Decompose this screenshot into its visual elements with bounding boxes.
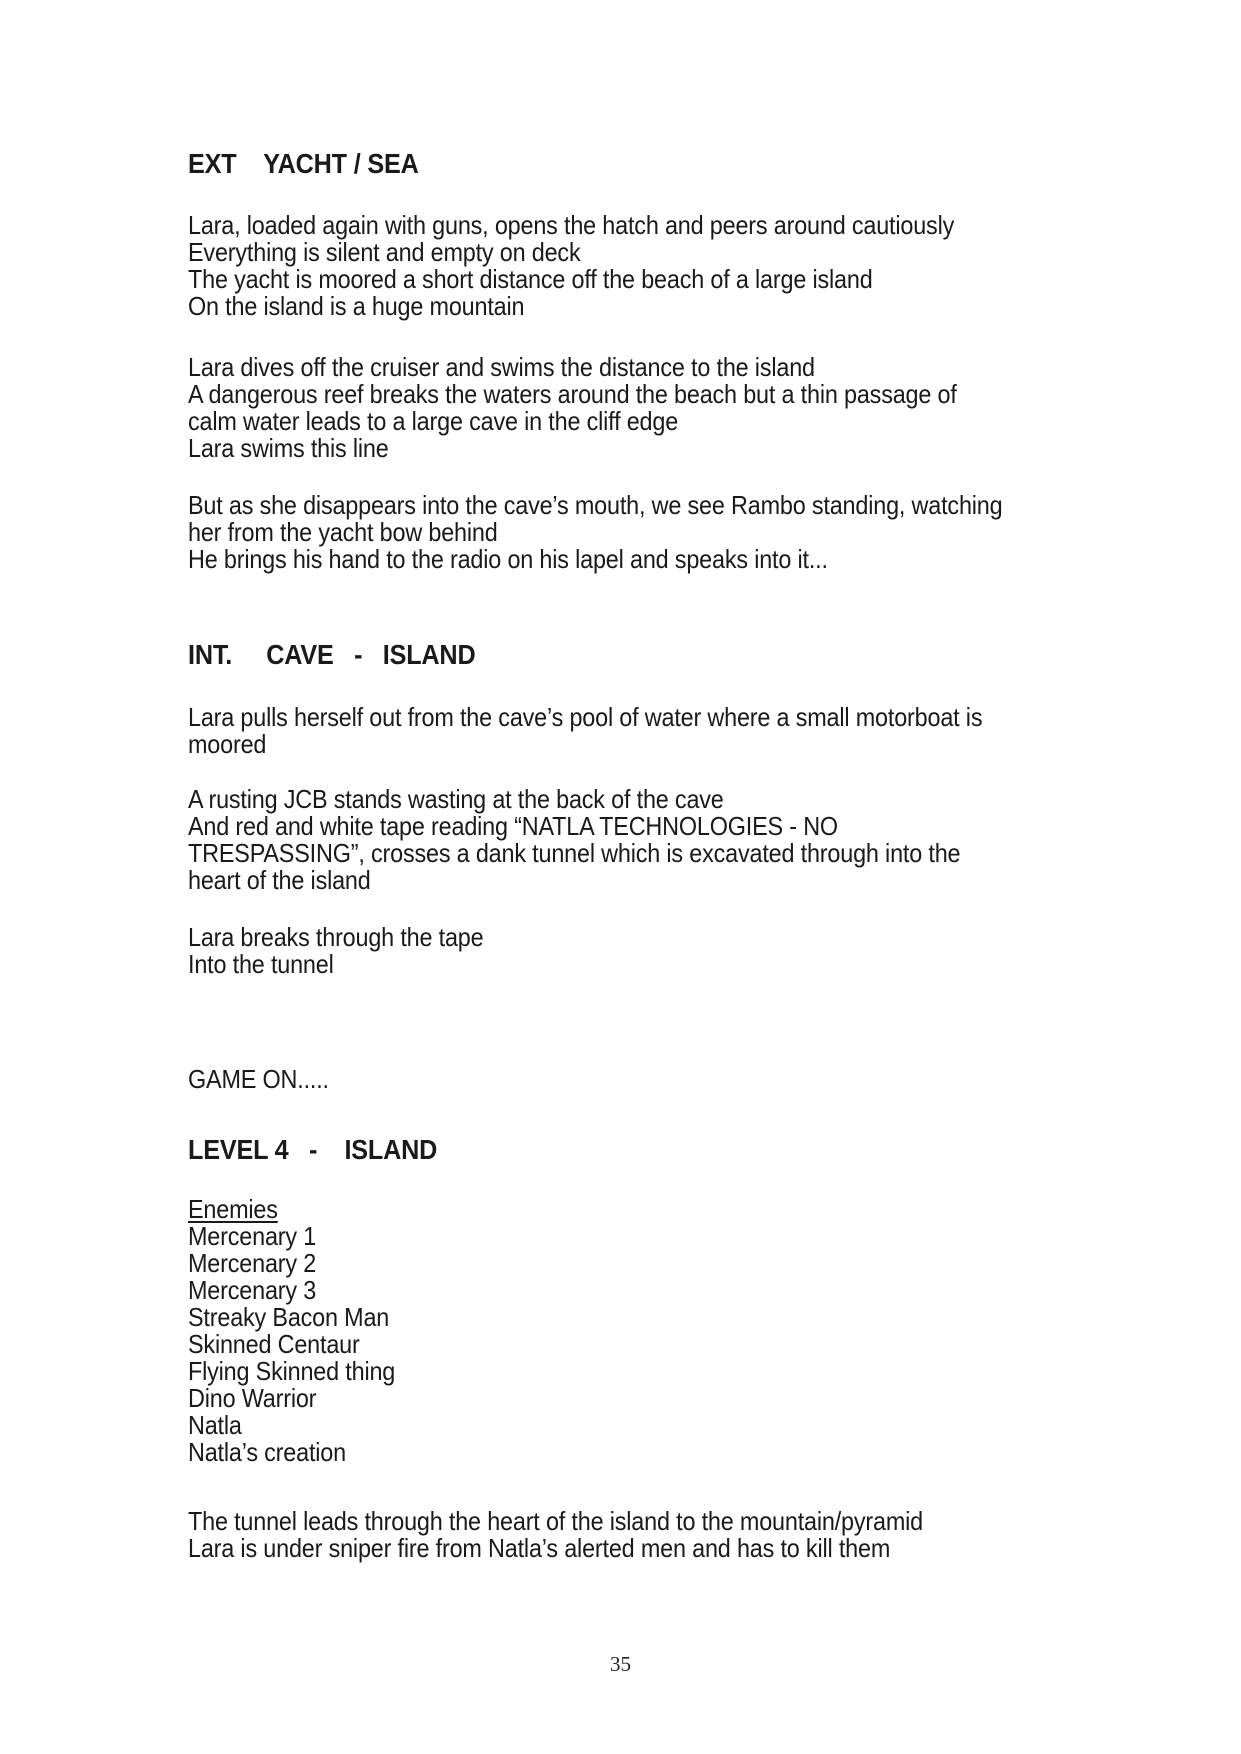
enemy-item: Mercenary 3 xyxy=(188,1275,317,1305)
text-line: But as she disappears into the cave’s mouth, we see Rambo standing, watching xyxy=(188,490,1003,520)
script-content xyxy=(188,150,1178,1562)
text-line: TRESPASSING”, crosses a dank tunnel which is excavated through into the xyxy=(188,838,961,868)
page-number: 35 xyxy=(610,1652,631,1676)
text-line: Everything is silent and empty on deck xyxy=(188,237,581,267)
action-paragraph xyxy=(188,354,1178,462)
text-line: He brings his hand to the radio on his lapel and speaks into it... xyxy=(188,544,828,574)
text-line: Lara pulls herself out from the cave’s pool of water where a small motorboat is xyxy=(188,702,983,732)
enemy-item: Mercenary 2 xyxy=(188,1248,317,1278)
text-line: On the island is a huge mountain xyxy=(188,291,525,321)
text-line: The yacht is moored a short distance off the beach of a large island xyxy=(188,264,873,294)
scene-heading-ext-yacht-sea: EXT YACHT / SEA xyxy=(188,148,419,179)
text-line: moored xyxy=(188,729,267,759)
enemy-item: Skinned Centaur xyxy=(188,1329,360,1359)
scene-heading-int-cave-island: INT. CAVE - ISLAND xyxy=(188,639,476,670)
text-line: her from the yacht bow behind xyxy=(188,517,498,547)
enemy-item: Mercenary 1 xyxy=(188,1221,317,1251)
action-paragraph xyxy=(188,1508,1178,1562)
enemies-list xyxy=(188,1196,1178,1466)
enemy-item: Streaky Bacon Man xyxy=(188,1302,390,1332)
text-line: Lara dives off the cruiser and swims the distance to the island xyxy=(188,352,815,382)
game-on-line xyxy=(188,1066,1178,1093)
text-line: Lara swims this line xyxy=(188,433,389,463)
enemy-item: Flying Skinned thing xyxy=(188,1356,396,1386)
enemy-item: Dino Warrior xyxy=(188,1383,317,1413)
text-line: GAME ON..... xyxy=(188,1064,329,1094)
action-paragraph xyxy=(188,704,1178,758)
action-paragraph xyxy=(188,924,1178,978)
text-line: Into the tunnel xyxy=(188,949,334,979)
text-line: heart of the island xyxy=(188,865,371,895)
enemies-list-title: Enemies xyxy=(188,1194,278,1224)
enemy-item: Natla xyxy=(188,1410,242,1440)
action-paragraph xyxy=(188,212,1178,320)
action-paragraph xyxy=(188,786,1178,894)
action-paragraph xyxy=(188,492,1178,573)
level-heading-level4-island: LEVEL 4 - ISLAND xyxy=(188,1134,438,1165)
text-line: And red and white tape reading “NATLA TECHNOLOGIES - NO xyxy=(188,811,838,841)
text-line: The tunnel leads through the heart of the island to the mountain/pyramid xyxy=(188,1506,924,1536)
enemy-item: Natla’s creation xyxy=(188,1437,346,1467)
text-line: Lara is under sniper fire from Natla’s alerted men and has to kill them xyxy=(188,1533,891,1563)
text-line: calm water leads to a large cave in the cliff edge xyxy=(188,406,679,436)
text-line: A rusting JCB stands wasting at the back of the cave xyxy=(188,784,724,814)
text-line: Lara breaks through the tape xyxy=(188,922,484,952)
text-line: Lara, loaded again with guns, opens the hatch and peers around cautiously xyxy=(188,210,955,240)
text-line: A dangerous reef breaks the waters around the beach but a thin passage of xyxy=(188,379,957,409)
